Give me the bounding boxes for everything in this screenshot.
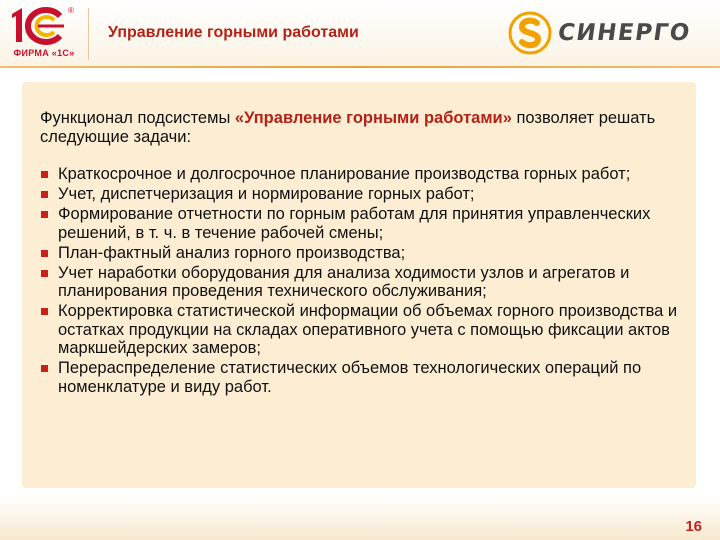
header-rule <box>0 66 720 68</box>
task-list <box>40 165 680 398</box>
synergo-wordmark: СИНЕРГО <box>556 20 693 46</box>
logo-1c-caption: ФИРМА «1С» <box>13 48 75 58</box>
intro-text-end: позволяет решать следующие задачи: <box>40 109 656 146</box>
synergo-s-icon <box>508 11 552 55</box>
logo-1c <box>8 4 80 62</box>
task-text: Перераспределение статистических объемов технологических операций по номенклатуре и виду работ. <box>58 359 642 396</box>
task-item <box>40 185 680 204</box>
bullet-square-icon <box>41 365 48 372</box>
intro-paragraph <box>40 109 680 147</box>
task-item <box>40 359 680 396</box>
synergo-logo <box>506 10 712 56</box>
task-text: Формирование отчетности по горным работам для принятия управленческих решений, в т. ч. в течение рабочей смены; <box>58 205 651 242</box>
intro-text-start: Функционал подсистемы <box>40 109 235 127</box>
bullet-square-icon <box>41 171 48 178</box>
bullet-square-icon <box>41 211 48 218</box>
bullet-square-icon <box>41 270 48 277</box>
footer-band <box>0 494 720 540</box>
task-item <box>40 165 680 184</box>
task-text: Корректировка статистической информации об объемах горного производства и остатках продукции на складах оперативного учета с помощью фиксации актов маркшейдерских замеров; <box>58 302 678 357</box>
page-number: 16 <box>685 518 702 535</box>
intro-highlight: «Управление горными работами» <box>234 109 512 127</box>
task-item <box>40 264 680 301</box>
header-divider <box>88 8 89 60</box>
logo-1c-icon <box>8 4 68 48</box>
bullet-square-icon <box>41 250 48 257</box>
slide-title: Управление горными работами <box>108 24 359 41</box>
task-text: Учет наработки оборудования для анализа ходимости узлов и агрегатов и планирования проведения технического обслуживания; <box>58 263 630 300</box>
bullet-square-icon <box>41 191 48 198</box>
task-text: Учет, диспетчеризация и нормирование горных работ; <box>58 185 475 203</box>
task-item <box>40 302 680 358</box>
slide-header <box>0 0 720 66</box>
task-item <box>40 205 680 242</box>
task-text: Краткосрочное и долгосрочное планирование производства горных работ; <box>58 165 631 183</box>
registered-mark: ® <box>68 6 74 15</box>
task-text: План-фактный анализ горного производства; <box>58 243 406 262</box>
task-item <box>40 244 680 263</box>
bullet-square-icon <box>41 308 48 315</box>
